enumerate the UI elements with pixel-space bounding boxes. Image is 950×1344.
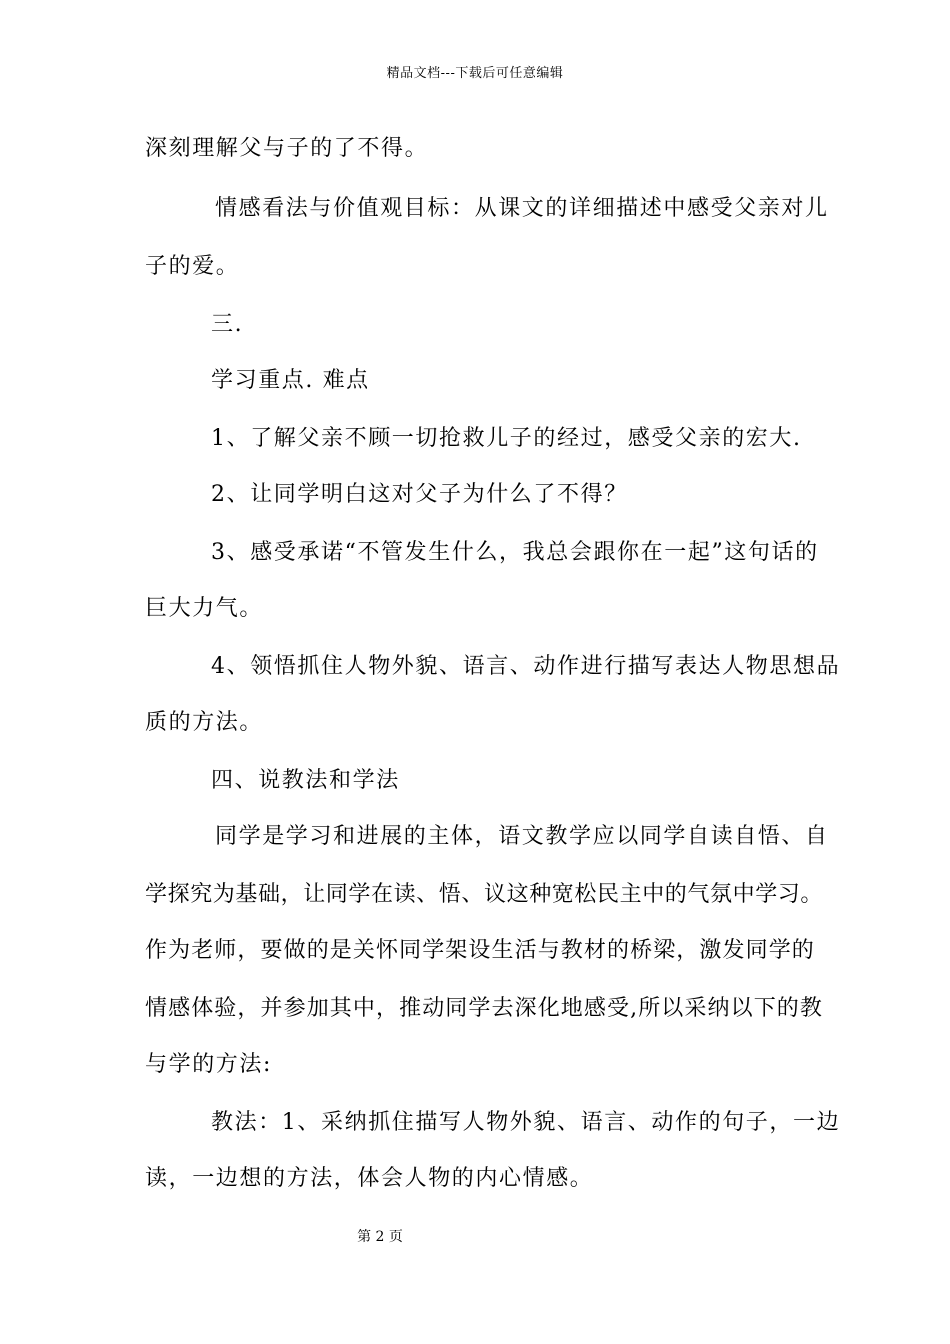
paragraph-line: 情感体验，并参加其中，推动同学去深化地感受,所以采纳以下的教 xyxy=(145,996,823,1021)
paragraph-line: 与学的方法: xyxy=(145,1052,273,1077)
list-item: 1、了解父亲不顾一切抢救儿子的经过，感受父亲的宏大. xyxy=(211,426,802,451)
paragraph-line: 作为老师，要做的是关怀同学架设生活与教材的桥梁，激发同学的 xyxy=(145,938,815,963)
paragraph-line: 教法：1、采纳抓住描写人物外貌、语言、动作的句子，一边 xyxy=(211,1110,841,1135)
paragraph-line: 子的爱。 xyxy=(145,254,240,279)
list-item: 2、让同学明白这对父子为什么了不得？ xyxy=(211,482,628,507)
paragraph-line: 同学是学习和进展的主体，语文教学应以同学自读自悟、自 xyxy=(215,824,829,849)
paragraph-line: 深刻理解父与子的了不得。 xyxy=(145,136,429,161)
page-number: 第 2 页 xyxy=(357,1229,403,1245)
list-item: 4、领悟抓住人物外貌、语言、动作进行描写表达人物思想品 xyxy=(211,654,841,679)
list-item-continuation: 质的方法。 xyxy=(145,710,264,735)
section-heading: 三. xyxy=(211,312,244,337)
paragraph-line: 情感看法与价值观目标：从课文的详细描述中感受父亲对儿 xyxy=(215,196,829,221)
section-heading: 学习重点. 难点 xyxy=(211,368,370,393)
section-heading: 四、说教法和学法 xyxy=(211,768,400,793)
paragraph-line: 读，一边想的方法，体会人物的内心情感。 xyxy=(145,1166,594,1191)
list-item-continuation: 巨大力气。 xyxy=(145,596,264,621)
list-item: 3、感受承诺“不管发生什么，我总会跟你在一起”这句话的 xyxy=(211,540,819,565)
page-header: 精品文档---下载后可任意编辑 xyxy=(386,66,564,81)
paragraph-line: 学探究为基础，让同学在读、悟、议这种宽松民主中的气氛中学习。 xyxy=(145,882,824,907)
